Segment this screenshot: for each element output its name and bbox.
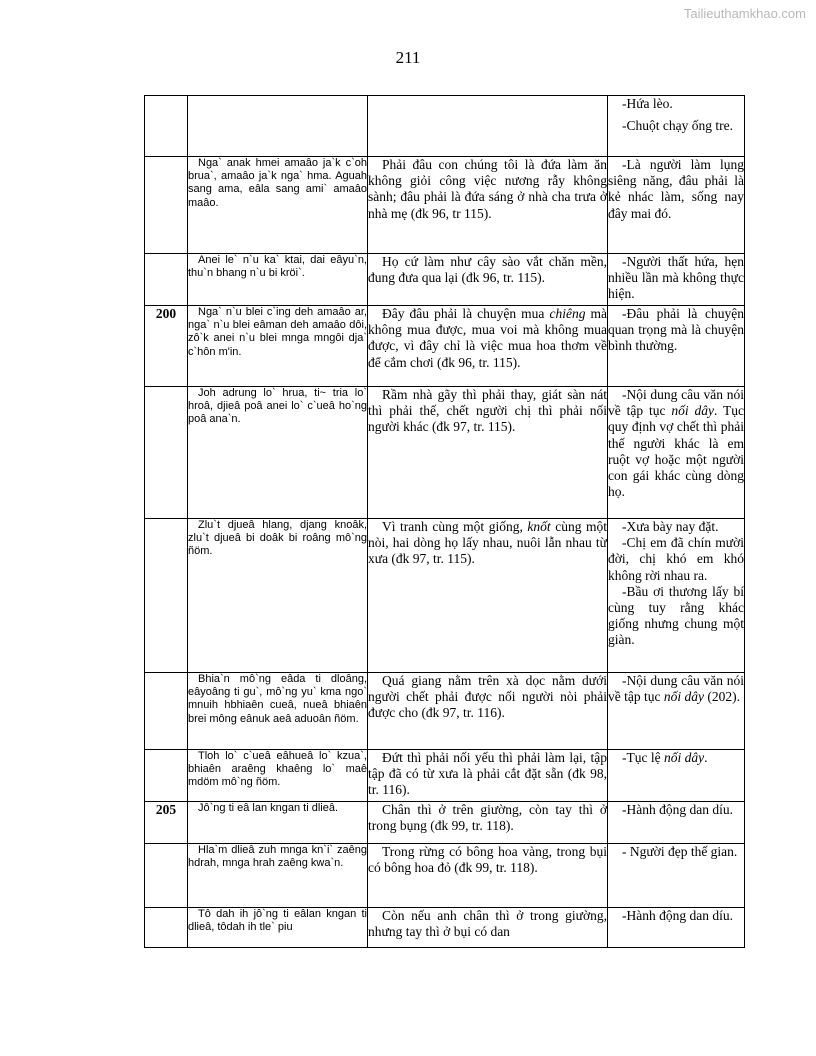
note-line: -Chuột chạy ống tre. [622, 118, 733, 134]
original-text: Anei le` n`u ka` ktai, dai eâyu`n, thu`n bhang n`u bi kröi`. [188, 254, 368, 306]
table-row [145, 802, 745, 844]
original-text: Jô`ng ti eâ lan kngan ti dlieâ. [188, 802, 368, 844]
row-number [145, 96, 188, 157]
row-number [145, 157, 188, 254]
original-text: Bhia`n mô`ng eâda ti dloâng, eâyoâng ti gu`, mô`ng yu` kma ngo` mnuih hbhiaên cueâ, nueâ bhiaên brei mông eânuk aeâ aduoân ñöm. [188, 673, 368, 750]
original-text: Nga` n`u blei c`ing deh amaâo ar, nga` n`u blei eâman deh amaâo dôi, zô`k anei n`u blei mnga mngôi dja` c`hôn m'in. [188, 306, 368, 387]
row-number [145, 673, 188, 750]
note-text: -Tục lệ nối dây. [608, 750, 745, 802]
row-number [145, 750, 188, 802]
row-number [145, 908, 188, 948]
row-number: 205 [145, 802, 188, 844]
row-number [145, 254, 188, 306]
original-text: Joh adrung lo` hrua, ti~ tria lo` hroâ, djieâ poâ anei lo` c`ueâ ho`ng poâ ana`n. [188, 387, 368, 519]
note-text: - Người đẹp thế gian. [608, 844, 745, 908]
note-text: -Người thất hứa, hẹn nhiều lần mà không thực hiện. [608, 254, 745, 306]
original-text: Zlu`t djueâ hlang, djang knoâk, zlu`t djueâ bi doâk bi roâng mô`ng ñöm. [188, 519, 368, 673]
table-row [145, 254, 745, 306]
translation-text [368, 96, 608, 157]
translation-text: Họ cứ làm như cây sào vắt chăn mền, đung đưa qua lại (đk 96, tr. 115). [368, 254, 608, 306]
note-text: -Nội dung câu văn nói về tập tục nối dây (202). [608, 673, 745, 750]
row-number [145, 387, 188, 519]
translation-text: Đứt thì phải nối yếu thì phải làm lại, tập tập đã có từ xưa là phải cắt đặt sẵn (đk 98, tr. 116). [368, 750, 608, 802]
table-row [145, 157, 745, 254]
note-text: -Đâu phải là chuyện quan trọng mà là chuyện bình thường. [608, 306, 745, 387]
table-row [145, 844, 745, 908]
translation-text: Vì tranh cùng một giống, knốt cùng một nòi, hai dòng họ lấy nhau, nuôi lẫn nhau từ xưa (đk 97, tr. 115). [368, 519, 608, 673]
proverb-table [144, 95, 745, 948]
note-line: -Hứa lèo. [622, 96, 673, 111]
page-number: 211 [395, 48, 421, 67]
original-text: Nga` anak hmei amaâo ja`k c`oh brua`, amaâo ja`k nga` hma. Aguah sang ama, eâla sang ami` amaâo maâo. [188, 157, 368, 254]
row-number [145, 519, 188, 673]
table-row [145, 306, 745, 387]
note-text: -Hành động dan díu. [608, 802, 745, 844]
translation-text: Quá giang nằm trên xà dọc nằm dưới người chết phải được nối người nòi phải được cho (đk 97, tr. 116). [368, 673, 608, 750]
table-row [145, 673, 745, 750]
note-text [608, 96, 745, 157]
translation-text: Còn nếu anh chân thì ở trong giường, nhưng tay thì ở bụi có dan [368, 908, 608, 948]
row-number: 200 [145, 306, 188, 387]
table-row [145, 96, 745, 157]
original-text: Tô dah ih jô`ng ti eâlan kngan ti dlieâ, tôdah ih tle` piu [188, 908, 368, 948]
note-text: -Là người làm lụng siêng năng, đâu phải là kẻ nhác làm, sống nay đây mai đó. [608, 157, 745, 254]
note-line: -Bầu ơi thương lấy bí cùng tuy rằng khác giống nhưng chung một giàn. [608, 583, 744, 648]
translation-text: Phải đâu con chúng tôi là đứa làm ăn không giỏi công việc nương rẫy không sành; đâu phải là đứa sáng ở nhà cha trưa ở nhà mẹ (đk 96, tr 115). [368, 157, 608, 254]
original-text [188, 96, 368, 157]
translation-text: Rầm nhà gãy thì phải thay, giát sàn nát thì phải thế, chết người chị thì phải nối người khác (đk 97, tr. 115). [368, 387, 608, 519]
table-row [145, 519, 745, 673]
note-line: -Chị em đã chín mười đời, chị khó em khó không rời nhau ra. [608, 535, 744, 583]
translation-text: Chân thì ở trên giường, còn tay thì ở trong bụng (đk 99, tr. 118). [368, 802, 608, 844]
table-row [145, 908, 745, 948]
watermark: Tailieuthamkhao.com [683, 6, 806, 21]
note-text [608, 519, 745, 673]
note-text: -Hành động dan díu. [608, 908, 745, 948]
note-line: -Xưa bày nay đặt. [622, 519, 719, 534]
table-row [145, 387, 745, 519]
translation-text: Đây đâu phải là chuyện mua chiêng mà không mua được, mua voi mà không mua được, vì đây chỉ là việc mua hoa thơm về để cắm chơi (đk 96, tr. 115). [368, 306, 608, 387]
note-text: -Nội dung câu văn nói về tập tục nối dây. Tục quy định vợ chết thì phải thế người khác là em ruột vợ hoặc một người con gái khác cùng dòng họ. [608, 387, 745, 519]
original-text: Tloh lo` c`ueâ eâhueâ lo` kzua`, bhiaên araêng khaêng lo` maê mdöm mô`ng ñöm. [188, 750, 368, 802]
row-number [145, 844, 188, 908]
table-row [145, 750, 745, 802]
original-text: Hla`m dlieâ zuh mnga kn`i` zaêng hdrah, mnga hrah zaêng kwa`n. [188, 844, 368, 908]
translation-text: Trong rừng có bông hoa vàng, trong bụi có bông hoa đỏ (đk 99, tr. 118). [368, 844, 608, 908]
